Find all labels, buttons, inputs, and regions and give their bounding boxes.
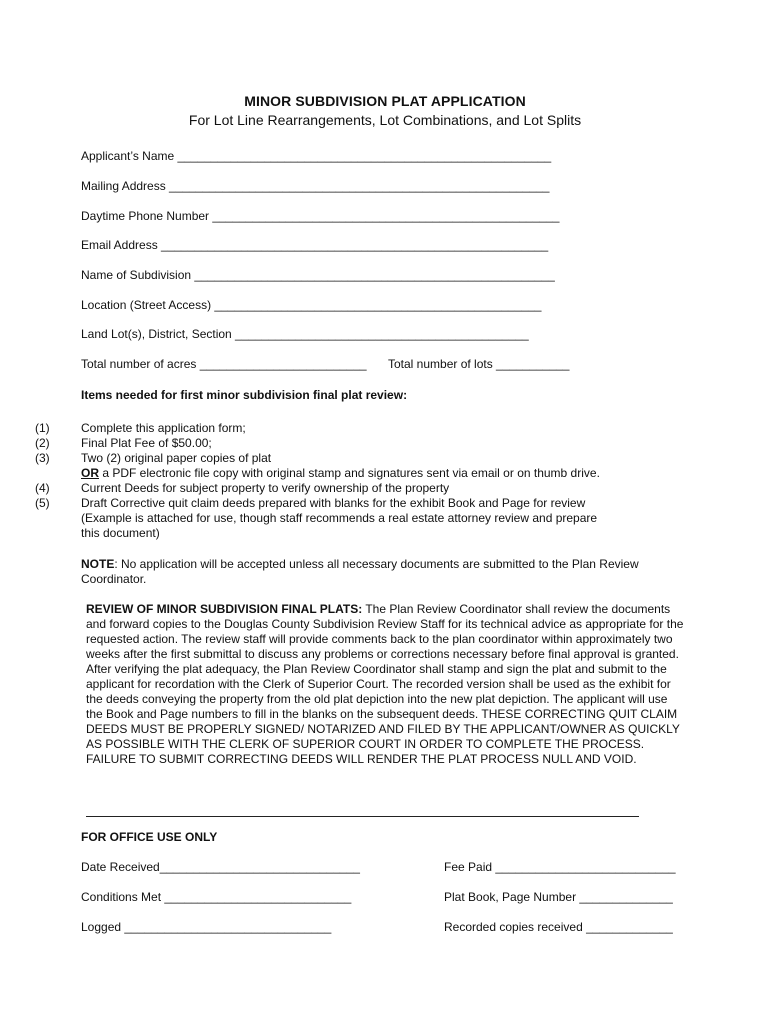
office-use-heading: FOR OFFICE USE ONLY bbox=[81, 830, 218, 844]
total-acres-field[interactable]: Total number of acres _________________________ bbox=[81, 357, 367, 371]
item-text: this document) bbox=[81, 526, 160, 540]
applicant-name-field[interactable]: Applicant’s Name ________________________________________________________ bbox=[81, 149, 552, 163]
review-paragraph bbox=[86, 602, 686, 767]
daytime-phone-field[interactable]: Daytime Phone Number ____________________________________________________ bbox=[81, 209, 560, 223]
note-label: NOTE bbox=[81, 557, 115, 571]
item-text: Final Plat Fee of $50.00; bbox=[81, 436, 212, 450]
subdivision-name-field[interactable]: Name of Subdivision ______________________________________________________ bbox=[81, 268, 555, 282]
conditions-met-field[interactable]: Conditions Met ____________________________ bbox=[81, 890, 352, 904]
email-address-field[interactable]: Email Address __________________________________________________________ bbox=[81, 238, 549, 252]
logged-field[interactable]: Logged _______________________________ bbox=[81, 920, 332, 934]
item-text: a PDF electronic file copy with original stamp and signatures sent via email or on thumb drive. bbox=[99, 466, 600, 480]
fee-paid-field[interactable]: Fee Paid ___________________________ bbox=[444, 860, 676, 874]
note-paragraph bbox=[81, 557, 681, 587]
review-text: The Plan Review Coordinator shall review the documents and forward copies to the Douglas County Subdivision Review Staff for its technical advice as appropriate for the requested action. The review staff will provide comments back to the plan coordinator within approximately two weeks after the first submittal to discuss any problems or corrections necessary before final approval is granted. After verifying the plat adequacy, the Plan Review Coordinator shall stamp and sign the plat and submit to the applicant for recordation with the Clerk of Superior Court. The recorded version shall be used as the exhibit for the deeds conveying the property from the old plat depiction into the new plat depiction. The applicant will use the Book and Page numbers to fill in the blanks on the subsequent deeds. THESE CORRECTING QUIT CLAIM DEEDS MUST BE PROPERLY SIGNED/ NOTARIZED AND FILED BY THE APPLICANT/OWNER AS QUICKLY AS POSSIBLE WITH THE CLERK OF SUPERIOR COURT IN ORDER TO COMPLETE THE PROCESS. FAILURE TO SUBMIT CORRECTING DEEDS WILL RENDER THE PLAT PROCESS NULL AND VOID. bbox=[86, 602, 684, 766]
item-number: (5) bbox=[35, 496, 50, 510]
page-subtitle: For Lot Line Rearrangements, Lot Combinations, and Lot Splits bbox=[188, 112, 582, 128]
divider-line bbox=[86, 816, 639, 817]
recorded-copies-field[interactable]: Recorded copies received _____________ bbox=[444, 920, 673, 934]
or-emphasis: OR bbox=[81, 466, 99, 480]
item-text: Draft Corrective quit claim deeds prepared with blanks for the exhibit Book and Page for review bbox=[81, 496, 586, 510]
date-received-field[interactable]: Date Received______________________________ bbox=[81, 860, 360, 874]
item-text-or bbox=[81, 466, 600, 480]
items-heading: Items needed for first minor subdivision final plat review: bbox=[81, 388, 408, 402]
total-lots-field[interactable]: Total number of lots ___________ bbox=[388, 357, 570, 371]
item-text: (Example is attached for use, though staff recommends a real estate attorney review and prepare bbox=[81, 511, 598, 525]
item-text: Two (2) original paper copies of plat bbox=[81, 451, 272, 465]
plat-book-field[interactable]: Plat Book, Page Number ______________ bbox=[444, 890, 673, 904]
item-number: (3) bbox=[35, 451, 50, 465]
item-number: (1) bbox=[35, 421, 50, 435]
page-title: MINOR SUBDIVISION PLAT APPLICATION bbox=[244, 93, 526, 109]
item-text: Complete this application form; bbox=[81, 421, 246, 435]
item-number: (2) bbox=[35, 436, 50, 450]
review-label: REVIEW OF MINOR SUBDIVISION FINAL PLATS: bbox=[86, 602, 363, 616]
location-field[interactable]: Location (Street Access) _________________________________________________ bbox=[81, 298, 542, 312]
item-number: (4) bbox=[35, 481, 50, 495]
note-text: : No application will be accepted unless all necessary documents are submitted to the Plan Review Coordinator. bbox=[81, 557, 639, 586]
land-lots-field[interactable]: Land Lot(s), District, Section ____________________________________________ bbox=[81, 327, 529, 341]
item-text: Current Deeds for subject property to verify ownership of the property bbox=[81, 481, 450, 495]
mailing-address-field[interactable]: Mailing Address _________________________________________________________ bbox=[81, 179, 550, 193]
